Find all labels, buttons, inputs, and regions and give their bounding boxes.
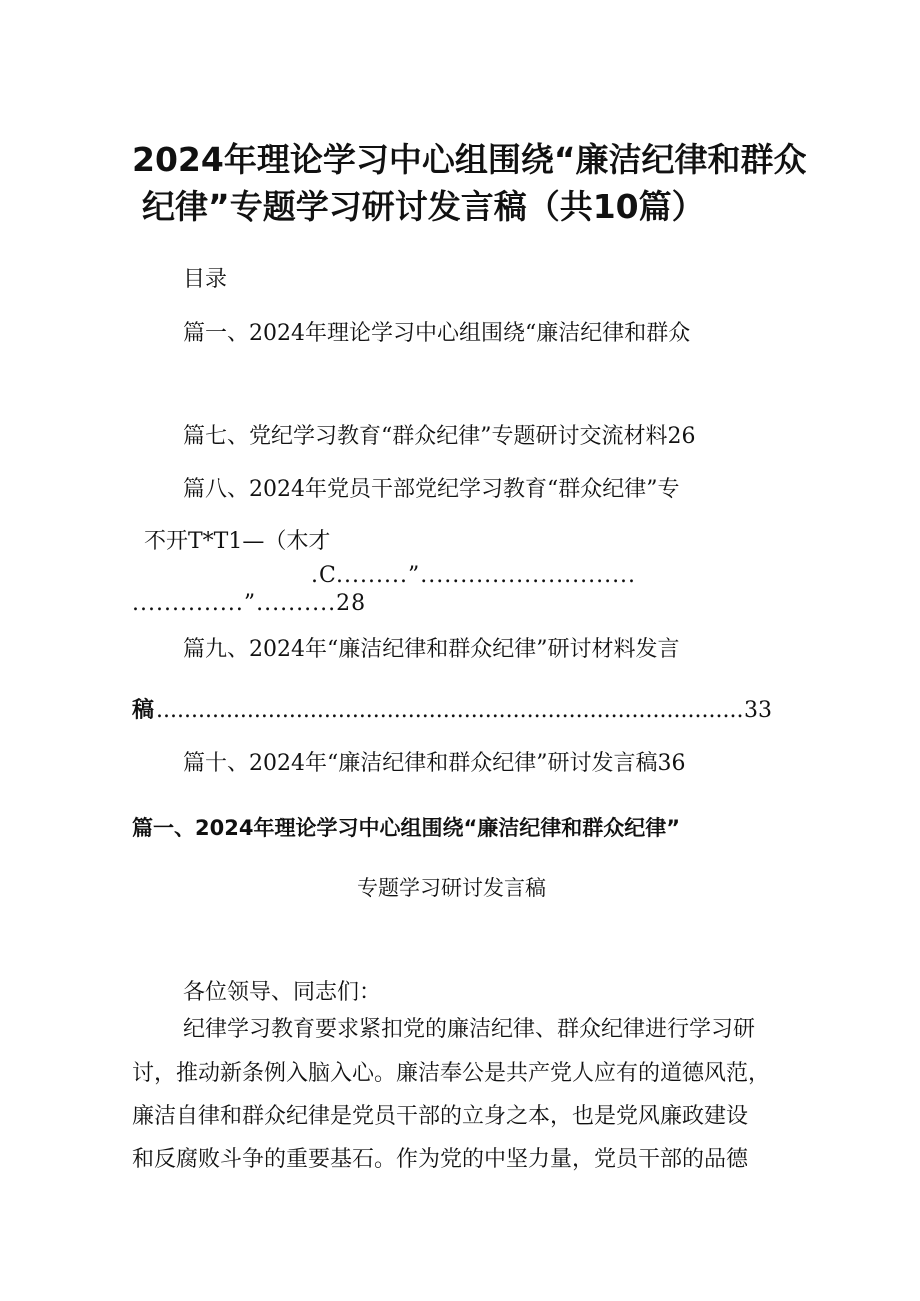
toc-item-8: 篇八、2024年党员干部党纪学习教育“群众纪律”专 bbox=[183, 477, 680, 502]
dot-leader bbox=[156, 695, 742, 727]
section-heading-line-2: 专题学习研讨发言稿 bbox=[357, 876, 546, 900]
document-title-line-1: 2024年理论学习中心组围绕“廉洁纪律和群众 bbox=[132, 140, 807, 179]
toc-item-7: 篇七、党纪学习教育“群众纪律”专题研讨交流材料26 bbox=[183, 424, 696, 449]
toc-item-9: 篇九、2024年“廉洁纪律和群众纪律”研讨材料发言 bbox=[183, 637, 680, 662]
body-paragraph-line-2: 讨，推动新条例入脑入心。廉洁奉公是共产党人应有的道德风范， bbox=[132, 1061, 771, 1086]
body-paragraph-line-3: 廉洁自律和群众纪律是党员干部的立身之本，也是党风廉政建设 bbox=[132, 1104, 749, 1129]
toc-garbled-line-2: .C.........”........................... bbox=[311, 563, 637, 588]
section-heading-line-1: 篇一、2024年理论学习中心组围绕“廉洁纪律和群众纪律” bbox=[132, 816, 681, 840]
body-paragraph-line-4: 和反腐败斗争的重要基石。作为党的中坚力量，党员干部的品德 bbox=[132, 1147, 749, 1172]
toc-item-9-continuation: 稿 bbox=[132, 697, 155, 723]
body-paragraph-line-1: 纪律学习教育要求紧扣党的廉洁纪律、群众纪律进行学习研 bbox=[183, 1017, 756, 1042]
toc-item-9-leader bbox=[132, 694, 772, 727]
toc-garbled-line-3: ..............”..........28 bbox=[132, 591, 367, 616]
toc-garbled-line-1: 不开T*T1—（木才 bbox=[144, 529, 331, 554]
toc-item-1: 篇一、2024年理论学习中心组围绕“廉洁纪律和群众 bbox=[183, 321, 691, 346]
toc-item-9-page-number: 33 bbox=[744, 698, 772, 723]
body-greeting: 各位领导、同志们： bbox=[183, 980, 382, 1005]
document-title-line-2: 纪律”专题学习研讨发言稿（共10篇） bbox=[142, 187, 705, 226]
toc-heading: 目录 bbox=[183, 267, 228, 292]
toc-item-10: 篇十、2024年“廉洁纪律和群众纪律”研讨发言稿36 bbox=[183, 751, 686, 776]
